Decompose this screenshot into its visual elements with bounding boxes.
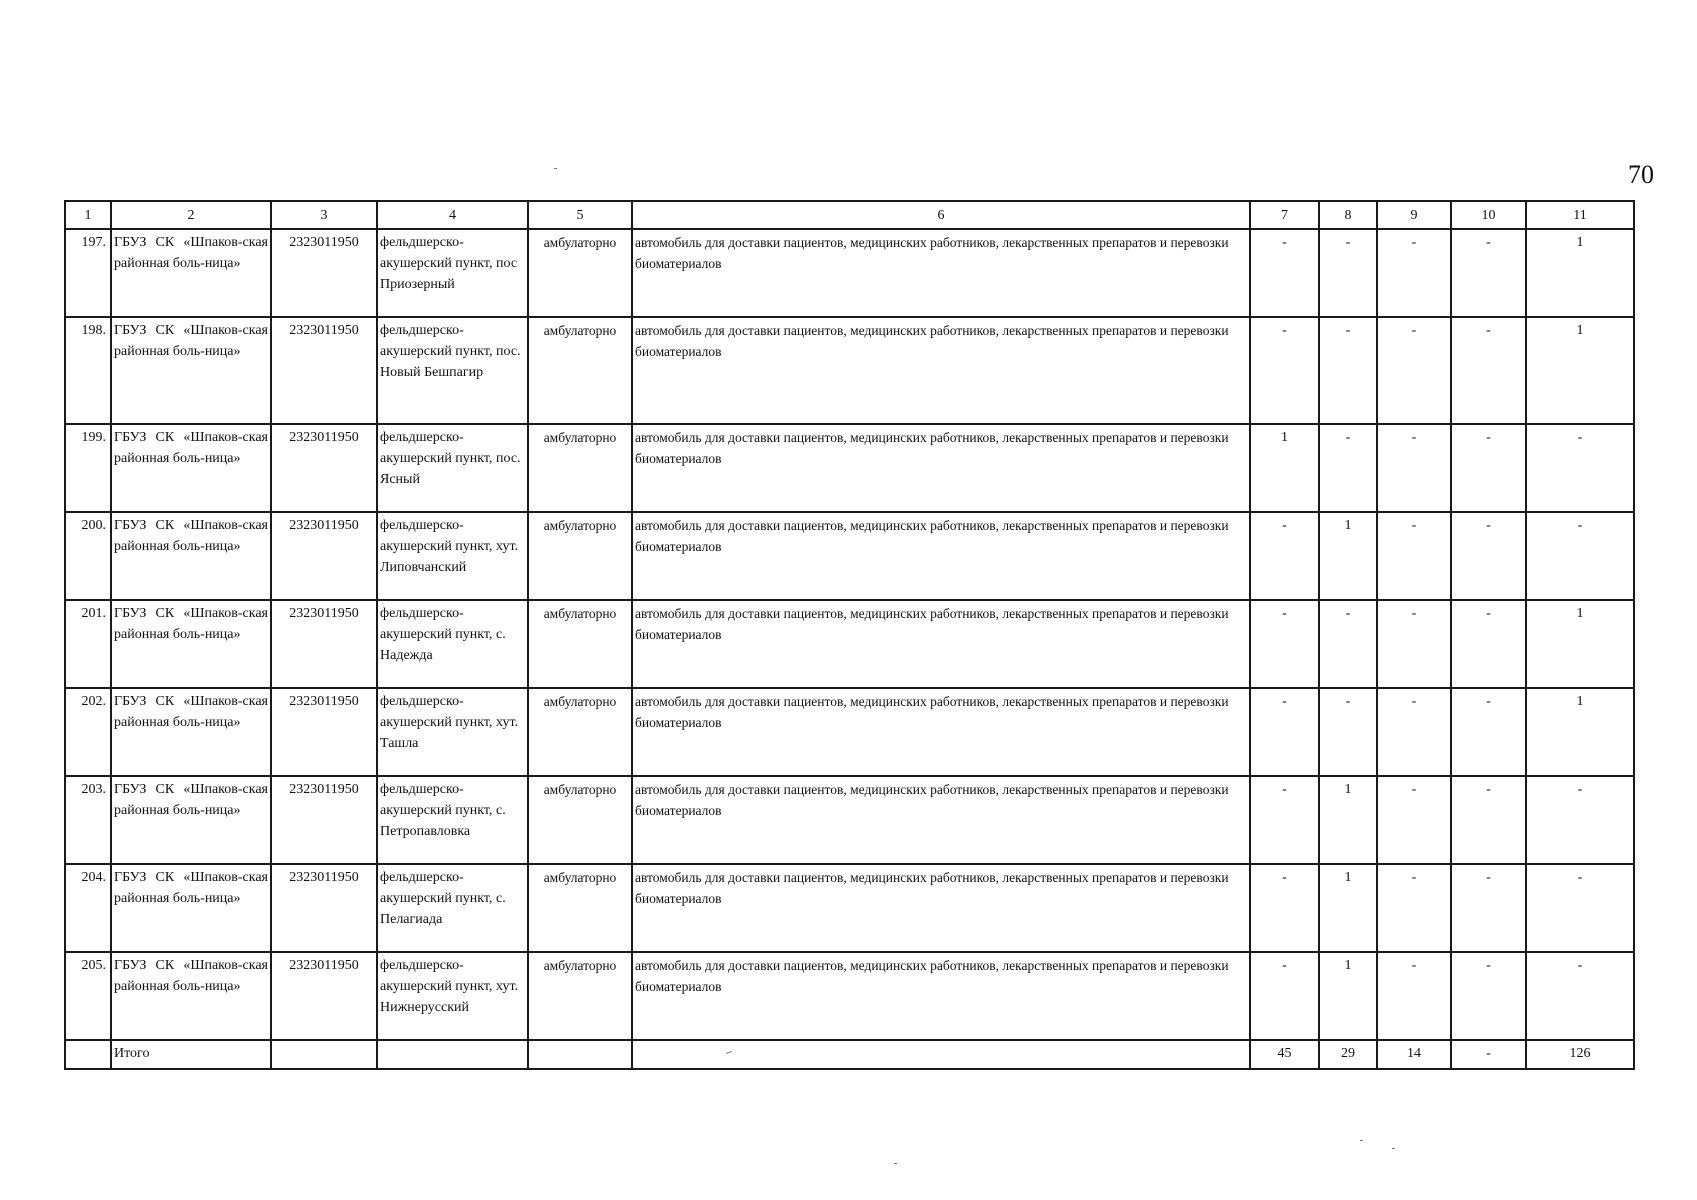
description-cell: автомобиль для доставки пациентов, медицинских работников, лекарственных препаратов и перевозки биоматериалов (632, 688, 1250, 776)
table-row (65, 512, 1634, 600)
table-row (65, 952, 1634, 1040)
count-cell-10: - (1451, 952, 1526, 1040)
total-location-cell (377, 1040, 528, 1069)
header-cell: 11 (1526, 201, 1634, 229)
count-cell-9: - (1377, 688, 1451, 776)
row-number: 203. (65, 776, 111, 864)
table-row (65, 688, 1634, 776)
count-cell-10: - (1451, 688, 1526, 776)
scan-speck (1360, 1140, 1363, 1141)
count-cell-10: - (1451, 864, 1526, 952)
header-cell: 3 (271, 201, 377, 229)
header-cell: 1 (65, 201, 111, 229)
description-cell: автомобиль для доставки пациентов, медицинских работников, лекарственных препаратов и перевозки биоматериалов (632, 864, 1250, 952)
location-cell: фельдшерско-акушерский пункт, пос Приозерный (377, 229, 528, 317)
total-inn-cell (271, 1040, 377, 1069)
total-count-11: 126 (1526, 1040, 1634, 1069)
count-cell-10: - (1451, 317, 1526, 424)
count-cell-7: - (1250, 864, 1319, 952)
description-cell: автомобиль для доставки пациентов, медицинских работников, лекарственных препаратов и перевозки биоматериалов (632, 424, 1250, 512)
count-cell-8: - (1319, 600, 1377, 688)
count-cell-11: - (1526, 424, 1634, 512)
row-number: 204. (65, 864, 111, 952)
count-cell-7: - (1250, 229, 1319, 317)
header-cell: 6 (632, 201, 1250, 229)
count-cell-7: - (1250, 317, 1319, 424)
count-cell-10: - (1451, 512, 1526, 600)
inn-cell: 2323011950 (271, 600, 377, 688)
header-cell: 9 (1377, 201, 1451, 229)
description-cell: автомобиль для доставки пациентов, медицинских работников, лекарственных препаратов и перевозки биоматериалов (632, 512, 1250, 600)
header-cell: 4 (377, 201, 528, 229)
count-cell-11: 1 (1526, 317, 1634, 424)
row-number: 199. (65, 424, 111, 512)
count-cell-11: - (1526, 776, 1634, 864)
description-cell: автомобиль для доставки пациентов, медицинских работников, лекарственных препаратов и перевозки биоматериалов (632, 317, 1250, 424)
inn-cell: 2323011950 (271, 229, 377, 317)
total-mode-cell (528, 1040, 632, 1069)
inn-cell: 2323011950 (271, 317, 377, 424)
count-cell-8: - (1319, 317, 1377, 424)
location-cell: фельдшерско-акушерский пункт, хут. Липовчанский (377, 512, 528, 600)
count-cell-9: - (1377, 864, 1451, 952)
total-count-10: - (1451, 1040, 1526, 1069)
care-mode-cell: амбулаторно (528, 229, 632, 317)
row-number: 201. (65, 600, 111, 688)
count-cell-11: - (1526, 952, 1634, 1040)
total-row (65, 1040, 1634, 1069)
count-cell-7: - (1250, 952, 1319, 1040)
header-cell: 7 (1250, 201, 1319, 229)
description-cell: автомобиль для доставки пациентов, медицинских работников, лекарственных препаратов и перевозки биоматериалов (632, 776, 1250, 864)
count-cell-10: - (1451, 229, 1526, 317)
organization-cell: ГБУЗ СК «Шпаков-ская районная боль-ница» (111, 776, 271, 864)
header-cell: 8 (1319, 201, 1377, 229)
count-cell-11: 1 (1526, 600, 1634, 688)
count-cell-10: - (1451, 424, 1526, 512)
row-number: 200. (65, 512, 111, 600)
header-row (65, 201, 1634, 229)
count-cell-8: - (1319, 229, 1377, 317)
location-cell: фельдшерско-акушерский пункт, пос. Новый Бешпагир (377, 317, 528, 424)
table-row (65, 864, 1634, 952)
total-count-8: 29 (1319, 1040, 1377, 1069)
total-description-cell (632, 1040, 1250, 1069)
table-row (65, 600, 1634, 688)
total-count-7: 45 (1250, 1040, 1319, 1069)
page-number: 70 (1628, 160, 1654, 189)
inn-cell: 2323011950 (271, 864, 377, 952)
total-label: Итого (111, 1040, 271, 1069)
location-cell: фельдшерско-акушерский пункт, с. Пелагиада (377, 864, 528, 952)
description-cell: автомобиль для доставки пациентов, медицинских работников, лекарственных препаратов и перевозки биоматериалов (632, 600, 1250, 688)
location-cell: фельдшерско-акушерский пункт, пос. Ясный (377, 424, 528, 512)
count-cell-9: - (1377, 600, 1451, 688)
scan-speck (554, 168, 557, 169)
count-cell-7: - (1250, 776, 1319, 864)
row-number: 202. (65, 688, 111, 776)
total-count-9: 14 (1377, 1040, 1451, 1069)
organization-cell: ГБУЗ СК «Шпаков-ская районная боль-ница» (111, 229, 271, 317)
header-cell: 5 (528, 201, 632, 229)
location-cell: фельдшерско-акушерский пункт, с. Петропавловка (377, 776, 528, 864)
location-cell: фельдшерско-акушерский пункт, хут. Ташла (377, 688, 528, 776)
description-cell: автомобиль для доставки пациентов, медицинских работников, лекарственных препаратов и перевозки биоматериалов (632, 229, 1250, 317)
care-mode-cell: амбулаторно (528, 317, 632, 424)
count-cell-10: - (1451, 776, 1526, 864)
count-cell-8: - (1319, 424, 1377, 512)
organization-cell: ГБУЗ СК «Шпаков-ская районная боль-ница» (111, 317, 271, 424)
care-mode-cell: амбулаторно (528, 864, 632, 952)
organization-cell: ГБУЗ СК «Шпаков-ская районная боль-ница» (111, 952, 271, 1040)
count-cell-11: 1 (1526, 229, 1634, 317)
count-cell-9: - (1377, 229, 1451, 317)
count-cell-7: 1 (1250, 424, 1319, 512)
organization-cell: ГБУЗ СК «Шпаков-ская районная боль-ница» (111, 688, 271, 776)
care-mode-cell: амбулаторно (528, 688, 632, 776)
description-cell: автомобиль для доставки пациентов, медицинских работников, лекарственных препаратов и перевозки биоматериалов (632, 952, 1250, 1040)
count-cell-8: 1 (1319, 512, 1377, 600)
organization-cell: ГБУЗ СК «Шпаков-ская районная боль-ница» (111, 512, 271, 600)
count-cell-7: - (1250, 600, 1319, 688)
row-number: 198. (65, 317, 111, 424)
row-number: 205. (65, 952, 111, 1040)
count-cell-7: - (1250, 688, 1319, 776)
care-mode-cell: амбулаторно (528, 952, 632, 1040)
count-cell-8: 1 (1319, 952, 1377, 1040)
count-cell-11: 1 (1526, 688, 1634, 776)
count-cell-7: - (1250, 512, 1319, 600)
scan-speck (1392, 1148, 1395, 1149)
organization-cell: ГБУЗ СК «Шпаков-ская районная боль-ница» (111, 424, 271, 512)
care-mode-cell: амбулаторно (528, 512, 632, 600)
count-cell-8: 1 (1319, 864, 1377, 952)
header-cell: 2 (111, 201, 271, 229)
care-mode-cell: амбулаторно (528, 776, 632, 864)
care-mode-cell: амбулаторно (528, 424, 632, 512)
location-cell: фельдшерско-акушерский пункт, хут. Нижнерусский (377, 952, 528, 1040)
row-number: 197. (65, 229, 111, 317)
organization-cell: ГБУЗ СК «Шпаков-ская районная боль-ница» (111, 864, 271, 952)
count-cell-9: - (1377, 952, 1451, 1040)
inn-cell: 2323011950 (271, 512, 377, 600)
count-cell-8: - (1319, 688, 1377, 776)
count-cell-8: 1 (1319, 776, 1377, 864)
count-cell-9: - (1377, 424, 1451, 512)
inn-cell: 2323011950 (271, 776, 377, 864)
count-cell-11: - (1526, 864, 1634, 952)
table-row (65, 776, 1634, 864)
location-cell: фельдшерско-акушерский пункт, с. Надежда (377, 600, 528, 688)
header-cell: 10 (1451, 201, 1526, 229)
table-row (65, 424, 1634, 512)
organization-cell: ГБУЗ СК «Шпаков-ская районная боль-ница» (111, 600, 271, 688)
data-table (64, 200, 1635, 1070)
inn-cell: 2323011950 (271, 688, 377, 776)
total-number-cell (65, 1040, 111, 1069)
count-cell-10: - (1451, 600, 1526, 688)
count-cell-11: - (1526, 512, 1634, 600)
count-cell-9: - (1377, 776, 1451, 864)
scan-speck (894, 1163, 897, 1164)
table-row (65, 229, 1634, 317)
table-row (65, 317, 1634, 424)
inn-cell: 2323011950 (271, 952, 377, 1040)
care-mode-cell: амбулаторно (528, 600, 632, 688)
count-cell-9: - (1377, 512, 1451, 600)
inn-cell: 2323011950 (271, 424, 377, 512)
count-cell-9: - (1377, 317, 1451, 424)
